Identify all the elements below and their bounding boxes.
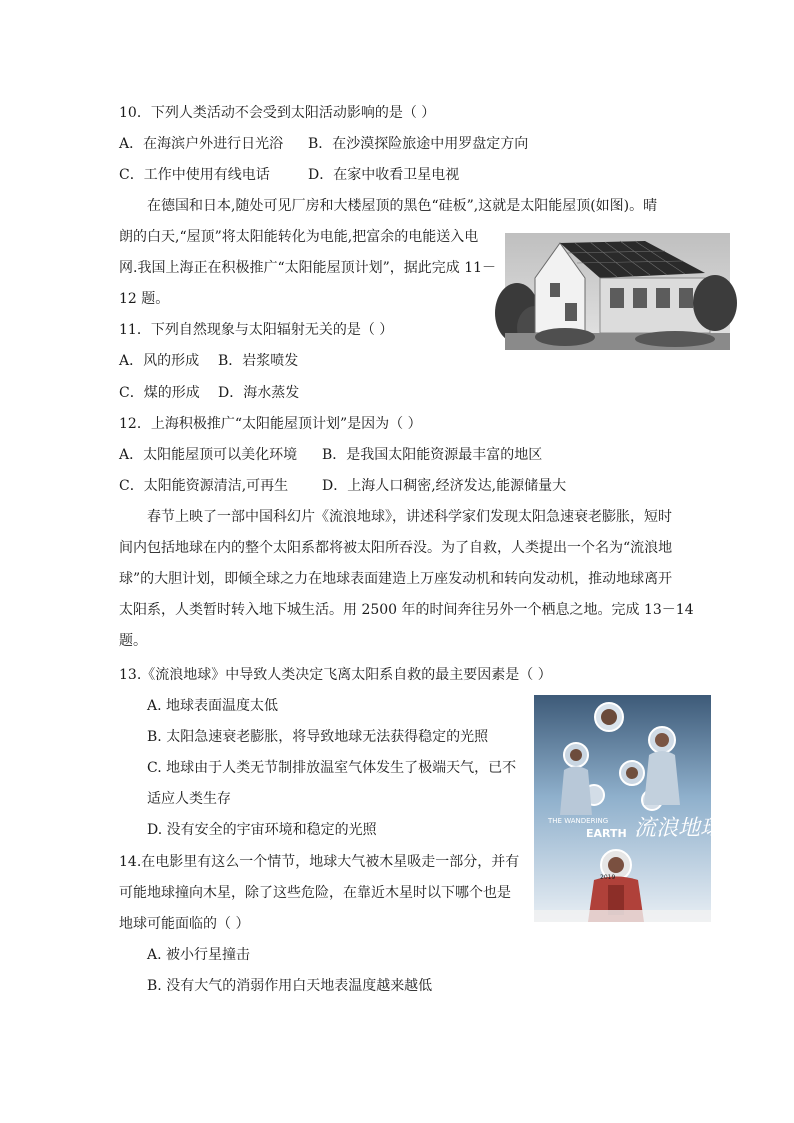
- q14-stem-line1: 14.在电影里有这么一个情节，地球大气被木星吸走一部分，并有: [119, 854, 520, 870]
- q13-option-a: A. 地球表面温度太低: [147, 698, 279, 714]
- passage1-line4: 12 题。: [119, 291, 170, 307]
- solar-roof-house-photo: [505, 233, 730, 350]
- q10-option-a: A．在海滨户外进行日光浴: [119, 136, 284, 152]
- q13-option-c-cont: 适应人类生存: [147, 791, 231, 807]
- q13-option-b: B. 太阳急速衰老膨胀，将导致地球无法获得稳定的光照: [147, 729, 489, 745]
- q12-option-b: B．是我国太阳能资源最丰富的地区: [322, 447, 543, 463]
- q11-option-d: D．海水蒸发: [218, 385, 300, 401]
- q14-stem-line2: 可能地球撞向木星，除了这些危险，在靠近木星时以下哪个也是: [119, 885, 511, 901]
- q10-option-d: D．在家中收看卫星电视: [308, 167, 460, 183]
- passage1-line2: 朗的白天,“屋顶”将太阳能转化为电能,把富余的电能送入电: [119, 229, 479, 245]
- passage2-line3: 球”的大胆计划，即倾全球之力在地球表面建造上万座发动机和转向发动机，推动地球离开: [119, 571, 673, 587]
- poster-title-bottom: EARTH: [586, 827, 627, 840]
- q14-stem-line3: 地球可能面临的（ ）: [119, 916, 250, 932]
- q10-option-b: B．在沙漠探险旅途中用罗盘定方向: [308, 136, 529, 152]
- q12-stem: 12．上海积极推广“太阳能屋顶计划”是因为（ ）: [119, 416, 422, 432]
- q13-stem: 13.《流浪地球》中导致人类决定飞离太阳系自救的最主要因素是（ ）: [119, 667, 552, 683]
- passage2-line4: 太阳系，人类暂时转入地下城生活。用 2500 年的时间奔往另外一个栖息之地。完成 13－14: [119, 602, 694, 618]
- passage2-line2: 间内包括地球在内的整个太阳系都将被太阳所吞没。为了自救，人类提出一个名为“流浪地: [119, 540, 673, 556]
- q10-option-c: C．工作中使用有线电话: [119, 167, 270, 183]
- q13-option-c: C. 地球由于人类无节制排放温室气体发生了极端天气，已不: [147, 760, 517, 776]
- q13-option-d: D. 没有安全的宇宙环境和稳定的光照: [147, 822, 377, 838]
- passage2-line5: 题。: [119, 633, 147, 649]
- q10-stem: 10．下列人类活动不会受到太阳活动影响的是（ ）: [119, 105, 436, 121]
- poster-title-cn: 流浪地球: [634, 816, 723, 841]
- q11-option-c: C．煤的形成: [119, 385, 200, 401]
- passage2-line1: 春节上映了一部中国科幻片《流浪地球》，讲述科学家们发现太阳急速衰老膨胀，短时: [147, 509, 672, 525]
- q11-stem: 11．下列自然现象与太阳辐射无关的是（ ）: [119, 322, 394, 338]
- q11-option-a: A．风的形成: [119, 353, 200, 369]
- q14-option-b: B. 没有大气的消弱作用白天地表温度越来越低: [147, 978, 433, 994]
- poster-year: 2019: [600, 874, 616, 881]
- q12-option-d: D．上海人口稠密,经济发达,能源储量大: [322, 478, 567, 494]
- q14-option-a: A. 被小行星撞击: [147, 947, 251, 963]
- passage1-line1: 在德国和日本,随处可见厂房和大楼屋顶的黑色“硅板”,这就是太阳能屋顶(如图)。晴: [147, 198, 658, 214]
- poster-title-top: THE WANDERING: [548, 817, 609, 825]
- q11-option-b: B．岩浆喷发: [218, 353, 299, 369]
- wandering-earth-poster: [534, 695, 723, 922]
- passage1-line3: 网.我国上海正在积极推广“太阳能屋顶计划”，据此完成 11－: [119, 260, 497, 276]
- q12-option-c: C．太阳能资源清洁,可再生: [119, 478, 289, 494]
- q12-option-a: A．太阳能屋顶可以美化环境: [119, 447, 298, 463]
